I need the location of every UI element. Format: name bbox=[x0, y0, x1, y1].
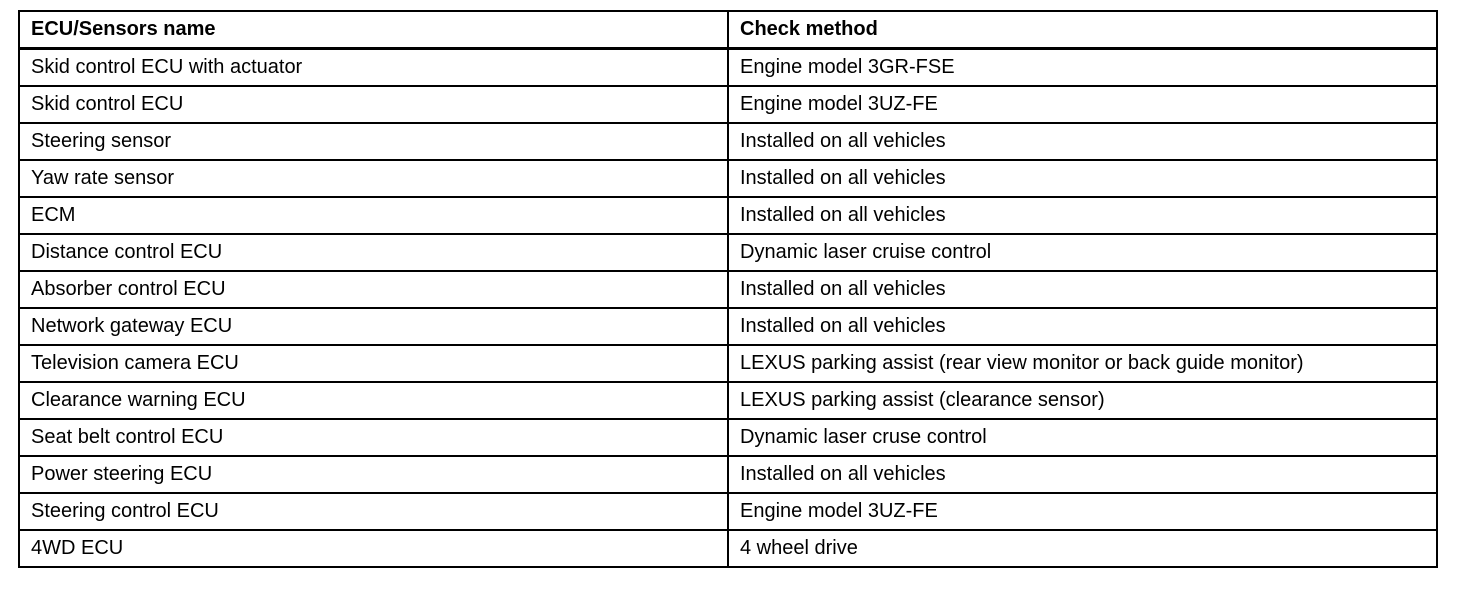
check-method-cell: Installed on all vehicles bbox=[728, 456, 1437, 493]
ecu-name-cell: Network gateway ECU bbox=[19, 308, 728, 345]
table-header-row bbox=[19, 11, 1437, 49]
table-row bbox=[19, 419, 1437, 456]
ecu-name-cell: Absorber control ECU bbox=[19, 271, 728, 308]
table-row bbox=[19, 456, 1437, 493]
ecu-name-cell: Steering control ECU bbox=[19, 493, 728, 530]
ecu-name-cell: Distance control ECU bbox=[19, 234, 728, 271]
table-row bbox=[19, 234, 1437, 271]
check-method-cell: Installed on all vehicles bbox=[728, 160, 1437, 197]
ecu-name-cell: Skid control ECU with actuator bbox=[19, 49, 728, 87]
check-method-cell: Dynamic laser cruise control bbox=[728, 234, 1437, 271]
column-header-ecu-sensors-name: ECU/Sensors name bbox=[19, 11, 728, 49]
table-row bbox=[19, 123, 1437, 160]
table-row bbox=[19, 271, 1437, 308]
ecu-check-table bbox=[18, 10, 1438, 568]
table-row bbox=[19, 49, 1437, 87]
table-row bbox=[19, 345, 1437, 382]
ecu-check-table-container bbox=[18, 10, 1436, 568]
check-method-cell: Engine model 3GR-FSE bbox=[728, 49, 1437, 87]
table-row bbox=[19, 308, 1437, 345]
table-row bbox=[19, 382, 1437, 419]
check-method-cell: Installed on all vehicles bbox=[728, 197, 1437, 234]
check-method-cell: Installed on all vehicles bbox=[728, 308, 1437, 345]
ecu-name-cell: Power steering ECU bbox=[19, 456, 728, 493]
ecu-name-cell: Steering sensor bbox=[19, 123, 728, 160]
table-row bbox=[19, 493, 1437, 530]
table-row bbox=[19, 197, 1437, 234]
check-method-cell: Dynamic laser cruse control bbox=[728, 419, 1437, 456]
table-row bbox=[19, 86, 1437, 123]
check-method-cell: 4 wheel drive bbox=[728, 530, 1437, 567]
table-row bbox=[19, 530, 1437, 567]
table-row bbox=[19, 160, 1437, 197]
column-header-check-method: Check method bbox=[728, 11, 1437, 49]
check-method-cell: Installed on all vehicles bbox=[728, 271, 1437, 308]
ecu-name-cell: 4WD ECU bbox=[19, 530, 728, 567]
ecu-name-cell: Yaw rate sensor bbox=[19, 160, 728, 197]
ecu-name-cell: ECM bbox=[19, 197, 728, 234]
check-method-cell: LEXUS parking assist (clearance sensor) bbox=[728, 382, 1437, 419]
check-method-cell: Installed on all vehicles bbox=[728, 123, 1437, 160]
ecu-name-cell: Seat belt control ECU bbox=[19, 419, 728, 456]
ecu-name-cell: Clearance warning ECU bbox=[19, 382, 728, 419]
ecu-name-cell: Television camera ECU bbox=[19, 345, 728, 382]
check-method-cell: LEXUS parking assist (rear view monitor or back guide monitor) bbox=[728, 345, 1437, 382]
ecu-name-cell: Skid control ECU bbox=[19, 86, 728, 123]
check-method-cell: Engine model 3UZ-FE bbox=[728, 493, 1437, 530]
check-method-cell: Engine model 3UZ-FE bbox=[728, 86, 1437, 123]
